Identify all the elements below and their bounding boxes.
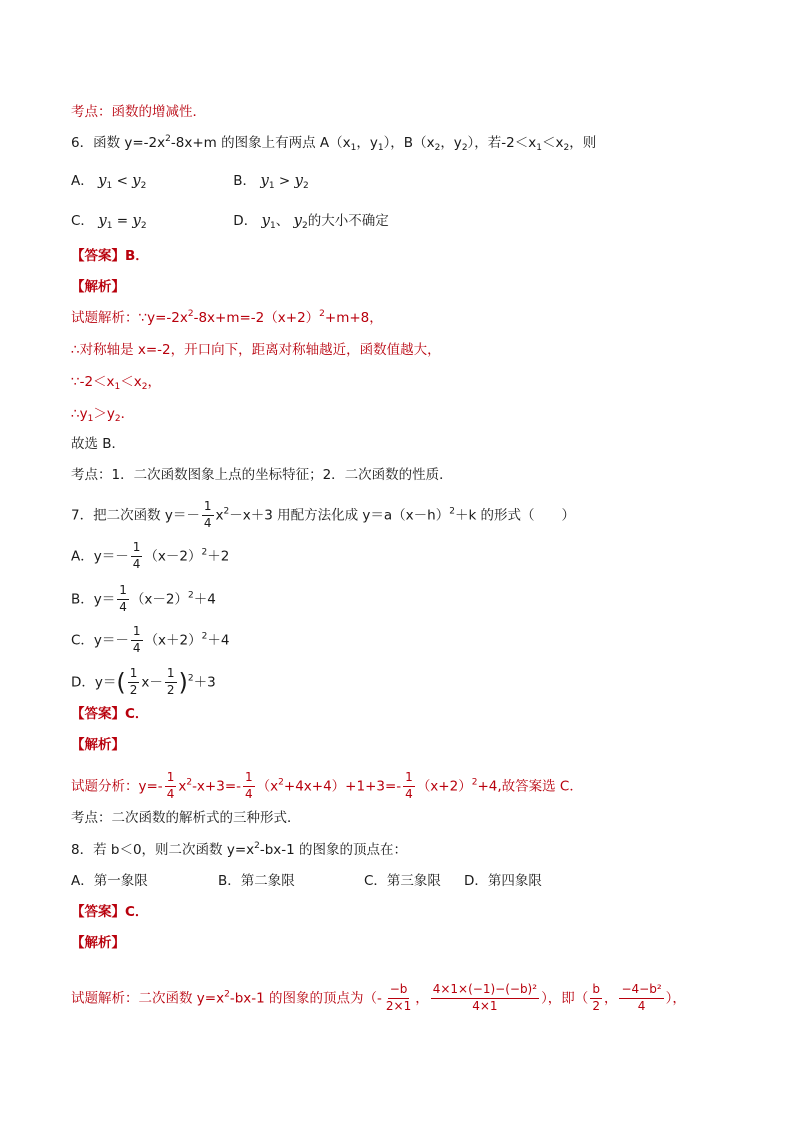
q6-sol3-c: ， — [147, 374, 162, 390]
q6-options-ab — [71, 170, 309, 191]
q7-sol-a: 试题分析：y=- — [71, 778, 163, 795]
q6-stem-e: ，y — [440, 135, 462, 151]
q6-opt-c-rel: = — [116, 213, 129, 229]
q7-option-a — [71, 541, 229, 572]
q7-option-c — [71, 625, 229, 656]
math-num-b: −b — [388, 983, 410, 999]
q6-sol4-a: ∴y — [71, 406, 88, 422]
q7-option-d — [71, 667, 216, 698]
math-s2: 2 — [141, 382, 148, 392]
q7-optC-a: C．y＝－ — [71, 632, 129, 649]
q8-stem — [71, 840, 407, 860]
math-den-4x1: 4×1 — [472, 998, 498, 1013]
math-two: 2 — [129, 682, 138, 697]
q6-opt-a-rel: < — [116, 173, 128, 189]
math-token — [165, 771, 177, 802]
math-s1: 1 — [377, 143, 384, 153]
q7-optC-c: ＋4 — [207, 632, 230, 649]
q6-sol1-a: 试题解析：∵y=-2x — [71, 310, 188, 326]
math-y: y — [132, 171, 141, 189]
q7-sol-b: x — [178, 778, 187, 795]
q6-sol4-b: ＞y — [93, 406, 115, 422]
math-s1: 1 — [268, 181, 275, 191]
math-sq: 2 — [223, 506, 230, 517]
q6-stem-g: ＜x — [541, 135, 564, 151]
q8-sol-f: ）， — [665, 990, 686, 1007]
math-one: 1 — [131, 625, 143, 641]
math-s2: 2 — [114, 414, 121, 424]
kaodian-q5: 考点：函数的增减性． — [71, 104, 206, 120]
math-sq: 2 — [254, 841, 260, 851]
math-sq: 2 — [449, 506, 455, 517]
q6-answer: 【答案】B． — [71, 248, 149, 264]
math-token — [619, 983, 663, 1014]
q6-option-c — [71, 210, 229, 231]
math-one: 1 — [403, 771, 415, 787]
math-four: 4 — [245, 786, 253, 801]
q7-stem-b: x — [215, 507, 224, 524]
math-token — [431, 983, 539, 1014]
q6-sol4-c: ． — [120, 406, 135, 422]
q6-stem — [71, 133, 596, 153]
q7-optD-a: D．y＝ — [71, 674, 117, 691]
q8-options — [71, 871, 542, 891]
q6-opt-d-label: D． — [233, 213, 258, 229]
q7-optC-b: （x＋2） — [144, 632, 202, 649]
math-token — [131, 625, 143, 656]
q8-solution — [71, 983, 686, 1014]
q8-sol-a: 试题解析：二次函数 y=x — [71, 990, 225, 1007]
math-y: y — [293, 211, 302, 229]
q6-sol1-c: +m+8， — [324, 310, 383, 326]
math-sq: 2 — [187, 309, 194, 319]
math-token — [128, 667, 140, 698]
q6-opt-a-label: A． — [71, 173, 94, 189]
math-num-big: 4×1×(−1)−(−b)² — [431, 983, 539, 999]
math-s1: 1 — [269, 221, 276, 231]
math-s2: 2 — [461, 143, 468, 153]
math-s1: 1 — [350, 143, 357, 153]
math-s2: 2 — [140, 181, 147, 191]
math-four: 4 — [405, 786, 413, 801]
math-y: y — [294, 171, 303, 189]
math-one: 1 — [165, 771, 177, 787]
q6-sol3-b: ＜x — [120, 374, 142, 390]
math-sq: 2 — [201, 631, 208, 642]
q7-optD-b: x－ — [141, 674, 163, 691]
math-sq: 2 — [187, 673, 194, 684]
math-token — [117, 584, 129, 615]
math-sq: 2 — [186, 777, 193, 788]
q7-sol-g: +4,故答案选 C． — [477, 778, 583, 795]
q8-stem-a: 8．若 b＜0，则二次函数 y=x — [71, 842, 255, 858]
math-sq: 2 — [201, 547, 208, 558]
math-sq: 2 — [165, 134, 171, 144]
q6-analysis-title: 【解析】 — [71, 279, 125, 295]
math-y: y — [261, 211, 270, 229]
q6-solution-5: 故选 B． — [71, 436, 126, 452]
q8-sol-d: ），即（ — [541, 990, 589, 1007]
math-num-neg: −4−b² — [619, 983, 663, 999]
math-sq: 2 — [471, 777, 478, 788]
math-token — [202, 500, 214, 531]
math-y: y — [98, 211, 107, 229]
math-four: 4 — [132, 556, 141, 571]
q8-answer: 【答案】C． — [71, 904, 149, 920]
math-four: 4 — [637, 998, 646, 1013]
math-s2: 2 — [302, 221, 308, 231]
math-token — [165, 667, 177, 698]
q6-opt-b-rel: > — [278, 173, 291, 189]
q7-optA-c: ＋2 — [207, 548, 230, 565]
math-s2: 2 — [140, 221, 147, 231]
q7-optA-a: A．y＝－ — [71, 548, 129, 565]
math-s1: 1 — [106, 181, 113, 191]
q8-sol-b: -bx-1 的图象的顶点为（- — [229, 990, 382, 1007]
q7-optB-b: （x－2） — [130, 591, 188, 608]
q6-stem-a: 6．函数 y=-2x — [71, 135, 166, 151]
math-four: 4 — [119, 599, 127, 614]
q7-sol-f: （x+2） — [416, 778, 472, 795]
math-two: 2 — [166, 682, 175, 697]
q6-opt-d-sep: 、 — [275, 213, 290, 229]
math-token — [243, 771, 255, 802]
math-s2: 2 — [434, 143, 441, 153]
q7-stem-a: 7．把二次函数 y＝－ — [71, 507, 200, 524]
q7-solution — [71, 771, 583, 802]
math-sq: 2 — [188, 590, 194, 601]
math-s1: 1 — [87, 414, 94, 424]
math-s2: 2 — [563, 143, 570, 153]
q7-stem-c: －x＋3 用配方法化成 y＝a（x－h） — [229, 507, 450, 524]
math-s2: 2 — [302, 181, 309, 191]
math-sq: 2 — [319, 309, 325, 319]
q6-solution-4 — [71, 404, 134, 424]
q6-opt-c-label: C． — [71, 213, 94, 229]
math-four: 4 — [132, 640, 141, 655]
math-lparen: ( — [116, 668, 126, 697]
q7-stem-d: ＋k 的形式（ ） — [454, 507, 576, 524]
q7-kaodian: 考点：二次函数的解析式的三种形式． — [71, 810, 301, 826]
q6-stem-d: ），B（x — [383, 135, 435, 151]
math-rparen: ) — [178, 668, 188, 697]
q8-option-b: B．第二象限 — [218, 873, 295, 889]
math-one: 1 — [117, 584, 129, 600]
math-y: y — [132, 211, 141, 229]
q7-sol-d: （x — [256, 778, 279, 795]
math-s1: 1 — [536, 143, 542, 153]
q6-option-a — [71, 170, 229, 191]
q6-solution-2: ∴对称轴是 x=-2，开口向下，距离对称轴越近，函数值越大， — [71, 342, 441, 358]
math-s1: 1 — [106, 221, 113, 231]
q8-option-a: A．第一象限 — [71, 873, 148, 889]
q7-sol-c: -x+3=- — [192, 778, 242, 795]
q6-option-d — [233, 210, 388, 231]
q7-optB-c: ＋4 — [193, 591, 216, 608]
math-one: 1 — [128, 667, 140, 683]
q8-analysis-title: 【解析】 — [71, 935, 125, 951]
math-four: 4 — [203, 515, 212, 530]
math-sq: 2 — [278, 777, 284, 788]
q8-option-d: D．第四象限 — [464, 873, 542, 889]
q6-opt-b-label: B． — [233, 173, 257, 189]
q6-sol3-a: ∵-2＜x — [71, 374, 115, 390]
math-y: y — [98, 171, 107, 189]
q6-opt-d-text: 的大小不确定 — [307, 213, 389, 229]
math-s1: 1 — [114, 382, 121, 392]
q7-optB-a: B．y＝ — [71, 591, 116, 608]
q7-option-b — [71, 584, 216, 615]
q8-stem-b: -bx-1 的图象的顶点在： — [259, 842, 408, 858]
math-den-2x1: 2×1 — [385, 998, 412, 1013]
q8-sol-e: ， — [603, 990, 618, 1007]
math-sq: 2 — [224, 989, 230, 1000]
q8-option-c: C．第三象限 — [364, 873, 441, 889]
math-four: 4 — [166, 786, 175, 801]
q6-stem-b: -8x+m 的图象上有两点 A（x — [170, 135, 351, 151]
q6-stem-c: ，y — [356, 135, 378, 151]
q7-answer: 【答案】C． — [71, 706, 149, 722]
q6-solution-3 — [71, 372, 161, 392]
math-one: 1 — [243, 771, 255, 787]
math-y: y — [260, 171, 269, 189]
q6-stem-h: ，则 — [569, 135, 597, 151]
math-token — [384, 983, 413, 1014]
q7-stem — [71, 500, 575, 531]
q6-kaodian: 考点：1．二次函数图象上点的坐标特征；2．二次函数的性质． — [71, 467, 453, 483]
q7-analysis-title: 【解析】 — [71, 737, 125, 753]
math-num-b2: b — [590, 983, 602, 999]
math-token — [403, 771, 415, 802]
q7-sol-e: +4x+4）+1+3=- — [283, 778, 402, 795]
q6-sol1-b: -8x+m=-2（x+2） — [193, 310, 320, 326]
q6-option-b — [233, 170, 308, 191]
q6-solution-1 — [71, 308, 383, 328]
q6-stem-f: ），若-2＜x — [467, 135, 537, 151]
math-token — [131, 541, 143, 572]
q7-optA-b: （x－2） — [144, 548, 202, 565]
q8-sol-c: ， — [415, 990, 429, 1007]
math-token — [590, 983, 602, 1014]
math-two: 2 — [592, 998, 600, 1013]
q7-optD-c: ＋3 — [193, 674, 216, 691]
math-one: 1 — [202, 500, 214, 516]
q6-options-cd — [71, 210, 389, 231]
math-one: 1 — [131, 541, 143, 557]
math-one: 1 — [165, 667, 177, 683]
